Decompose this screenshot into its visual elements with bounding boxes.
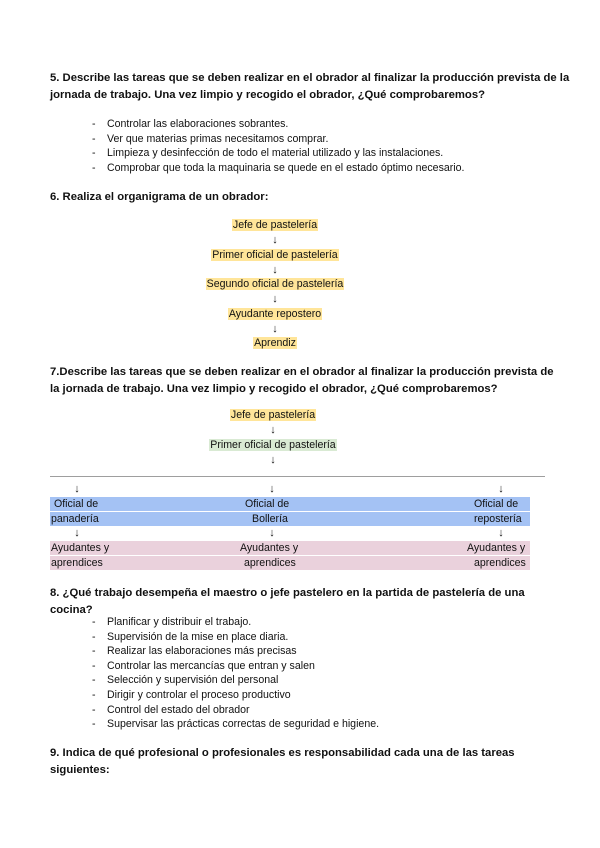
official-panaderia-line1: Oficial de: [54, 498, 99, 510]
q7-title: 7.Describe las tareas que se deben realizar en el obrador al finalizar la producción prevista de la jornada de trabajo. Una vez limpio y recogido el obrador, ¿Qué comprobaremos?: [50, 366, 554, 395]
official-panaderia-line2: panadería: [51, 513, 99, 525]
arrow-down-icon: ↓: [269, 527, 275, 539]
q7-org-top: [150, 408, 396, 467]
org-box: Ayudante repostero: [228, 307, 322, 320]
arrow-down-icon: ↓: [272, 234, 278, 246]
q9-title: 9. Indica de qué profesional o profesionales es responsabilidad cada una de las tareas siguientes:: [50, 747, 515, 776]
org-box: Primer oficial de pastelería: [212, 248, 338, 261]
arrow-down-icon: ↓: [272, 263, 278, 276]
arrow-down-icon: ↓: [272, 322, 278, 335]
q5-title: 5. Describe las tareas que se deben realizar en el obrador al finalizar la producción prevista de la jornada de trabajo. Una vez limpio y recogido el obrador, ¿Qué comprobaremos?: [50, 72, 570, 101]
arrow-down-icon: ↓: [498, 527, 504, 539]
arrow-down-icon: ↓: [272, 293, 278, 306]
arrow-down-icon: ↓: [74, 483, 80, 495]
helpers-1-line2: aprendices: [51, 557, 103, 569]
arrow-down-icon: ↓: [74, 527, 80, 539]
arrow-down-icon: ↓: [269, 483, 275, 495]
officials-band: [50, 497, 530, 511]
q8-title: 8. ¿Qué trabajo desempeña el maestro o jefe pastelero en la partida de pastelería de una cocina?: [50, 587, 525, 616]
org-box: Primer oficial de pastelería: [210, 438, 336, 451]
arrow-down-icon: ↓: [270, 453, 276, 466]
org-box: Segundo oficial de pastelería: [206, 278, 344, 291]
helpers-2-line1: Ayudantes y: [240, 542, 299, 554]
arrow-down-icon: ↓: [270, 424, 276, 436]
helpers-1-line1: Ayudantes y: [51, 542, 110, 554]
org-box: Jefe de pastelería: [232, 219, 318, 231]
org-box: Aprendiz: [254, 337, 296, 350]
official-reposteria-line2: repostería: [474, 513, 522, 525]
q6-org-chart: [150, 218, 400, 351]
q6-title: 6. Realiza el organigrama de un obrador:: [50, 191, 269, 203]
official-reposteria-line1: Oficial de: [474, 498, 519, 510]
q5-list: - Controlar las elaboraciones sobrantes. - Ver que materias primas necesitamos comprar. - Limpieza y desinfección de todo el material utilizado y las instalaciones. - Comprobar que toda la maquinaria se quede en el estado óptimo necesario.: [92, 118, 465, 174]
org-box: Jefe de pastelería: [230, 409, 316, 421]
official-bolleria-line1: Oficial de: [245, 498, 290, 510]
officials-band: [50, 512, 530, 526]
helpers-3-line1: Ayudantes y: [467, 542, 526, 554]
helpers-2-line2: aprendices: [244, 557, 296, 569]
helpers-3-line2: aprendices: [474, 557, 526, 569]
branch-divider: [50, 476, 545, 477]
q8-list: - Planificar y distribuir el trabajo. - Supervisión de la mise en place diaria. - Realizar las elaboraciones más precisas - Controlar las mercancías que entran y salen - Selección y supervisión del personal - Dirigir y controlar el proceso productivo - Control del estado del obrador - Supervisar las prácticas correctas de seguridad e higiene.: [92, 616, 380, 731]
arrow-down-icon: ↓: [498, 483, 504, 495]
official-bolleria-line2: Bollería: [252, 513, 288, 525]
